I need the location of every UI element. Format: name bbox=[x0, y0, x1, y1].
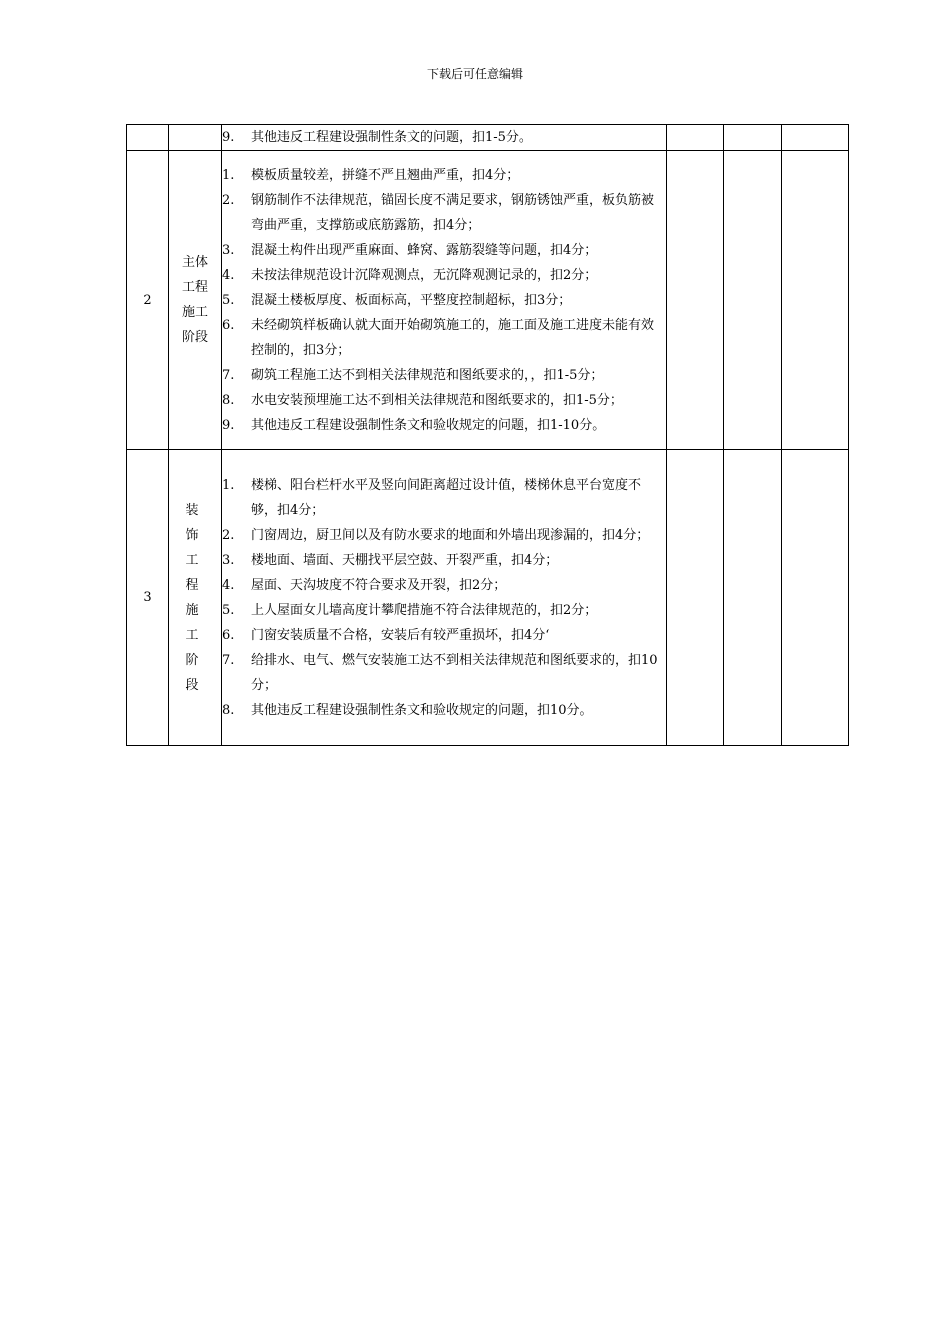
item-text: 混凝土楼板厚度、板面标高，平整度控制超标，扣3分； bbox=[251, 292, 572, 308]
list-item bbox=[222, 648, 666, 698]
item-text: 门窗周边，厨卫间以及有防水要求的地面和外墙出现渗漏的，扣4分； bbox=[251, 527, 650, 543]
list-item bbox=[222, 473, 666, 523]
inspection-table bbox=[126, 124, 849, 746]
row-number bbox=[127, 125, 169, 151]
item-text: 未经砌筑样板确认就大面开始砌筑施工的，施工面及施工进度未能有效控制的，扣3分； bbox=[251, 317, 655, 358]
item-text: 其他违反工程建设强制性条文的问题，扣1-5分。 bbox=[251, 130, 532, 145]
list-item bbox=[222, 238, 666, 263]
item-number: 5. bbox=[222, 602, 235, 618]
items-cell bbox=[222, 151, 667, 450]
item-number: 8. bbox=[222, 702, 235, 718]
list-item bbox=[222, 363, 666, 388]
item-text: 模板质量较差，拼缝不严且翘曲严重，扣4分； bbox=[251, 167, 520, 183]
list-item bbox=[222, 163, 666, 188]
row-number: 2 bbox=[127, 151, 169, 450]
remark-cell bbox=[782, 151, 849, 450]
item-number: 2. bbox=[222, 192, 235, 208]
item-text: 上人屋面女儿墙高度计攀爬措施不符合法律规范的，扣2分； bbox=[251, 602, 598, 618]
list-item bbox=[222, 573, 666, 598]
item-text: 屋面、天沟坡度不符合要求及开裂，扣2分； bbox=[251, 577, 507, 593]
table-row bbox=[127, 450, 849, 746]
list-item bbox=[222, 188, 666, 238]
table-row bbox=[127, 151, 849, 450]
score-cell bbox=[724, 450, 782, 746]
item-number: 7. bbox=[222, 652, 235, 668]
item-number: 3. bbox=[222, 552, 235, 568]
item-text: 水电安装预埋施工达不到相关法律规范和图纸要求的，扣1-5分； bbox=[251, 392, 623, 408]
stage-cell bbox=[169, 125, 222, 151]
item-number: 5. bbox=[222, 292, 235, 308]
list-item bbox=[222, 125, 666, 150]
item-text: 给排水、电气、燃气安装施工达不到相关法律规范和图纸要求的，扣10分； bbox=[251, 652, 658, 693]
item-number: 4. bbox=[222, 577, 235, 593]
stage-label: 主体工程施工阶段 bbox=[181, 255, 208, 345]
header-note: 下载后可任意编辑 bbox=[426, 67, 523, 81]
row-number: 3 bbox=[127, 450, 169, 746]
item-text: 门窗安装质量不合格，安装后有较严重损坏，扣4分‘ bbox=[251, 627, 550, 643]
list-item bbox=[222, 548, 666, 573]
item-text: 楼梯、阳台栏杆水平及竖向间距离超过设计值，楼梯休息平台宽度不够，扣4分； bbox=[251, 477, 642, 518]
score-cell bbox=[667, 450, 724, 746]
table-body bbox=[127, 125, 849, 746]
item-text: 混凝土构件出现严重麻面、蜂窝、露筋裂缝等问题，扣4分； bbox=[251, 242, 598, 258]
list-item bbox=[222, 598, 666, 623]
item-number: 4. bbox=[222, 267, 235, 283]
item-text: 其他违反工程建设强制性条文和验收规定的问题，扣10分。 bbox=[251, 702, 593, 718]
list-item bbox=[222, 313, 666, 363]
item-text: 钢筋制作不法律规范，锚固长度不满足要求，钢筋锈蚀严重，板负筋被弯曲严重，支撑筋或底筋露筋，扣4分； bbox=[251, 192, 655, 233]
stage-label: 装饰工程施工阶段 bbox=[185, 502, 205, 693]
item-text: 砌筑工程施工达不到相关法律规范和图纸要求的，，扣1-5分； bbox=[251, 367, 604, 383]
item-number: 2. bbox=[222, 527, 235, 543]
item-number: 6. bbox=[222, 627, 235, 643]
item-number: 9. bbox=[222, 417, 235, 433]
remark-cell bbox=[782, 125, 849, 151]
score-cell bbox=[667, 125, 724, 151]
items-cell bbox=[222, 125, 667, 151]
list-item bbox=[222, 623, 666, 648]
item-text: 楼地面、墙面、天棚找平层空鼓、开裂严重，扣4分； bbox=[251, 552, 559, 568]
list-item bbox=[222, 413, 666, 438]
item-text: 未按法律规范设计沉降观测点，无沉降观测记录的，扣2分； bbox=[251, 267, 598, 283]
item-number: 1. bbox=[222, 167, 235, 183]
item-number: 8. bbox=[222, 392, 235, 408]
stage-cell bbox=[169, 450, 222, 746]
score-cell bbox=[724, 125, 782, 151]
item-number: 1. bbox=[222, 477, 235, 493]
stage-cell bbox=[169, 151, 222, 450]
item-number: 6. bbox=[222, 317, 235, 333]
items-cell bbox=[222, 450, 667, 746]
item-number: 7. bbox=[222, 367, 235, 383]
list-item bbox=[222, 523, 666, 548]
remark-cell bbox=[782, 450, 849, 746]
list-item bbox=[222, 698, 666, 723]
score-cell bbox=[667, 151, 724, 450]
item-text: 其他违反工程建设强制性条文和验收规定的问题，扣1-10分。 bbox=[251, 417, 606, 433]
item-number: 3. bbox=[222, 242, 235, 258]
list-item bbox=[222, 288, 666, 313]
table-row bbox=[127, 125, 849, 151]
item-number: 9. bbox=[222, 130, 235, 145]
list-item bbox=[222, 388, 666, 413]
list-item bbox=[222, 263, 666, 288]
score-cell bbox=[724, 151, 782, 450]
